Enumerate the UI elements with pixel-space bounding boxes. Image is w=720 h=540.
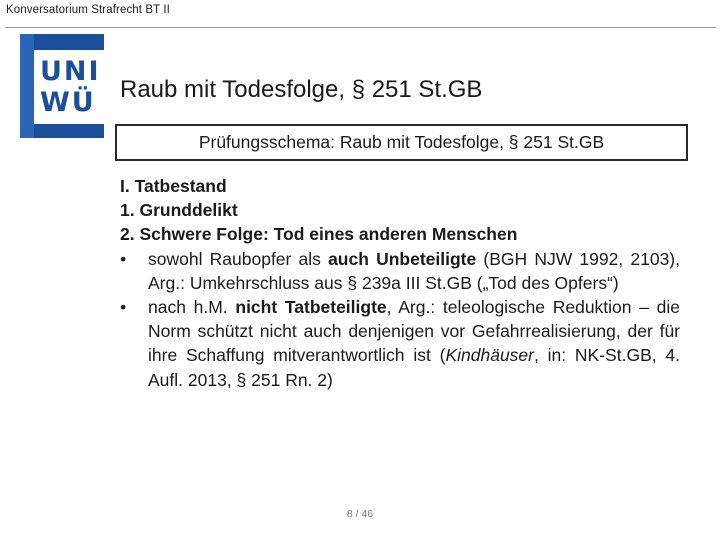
bullet1-emphasis: auch Unbeteiligte (328, 248, 477, 269)
heading-grunddelikt: 1. Grunddelikt (120, 200, 238, 221)
bullet-marker: • (120, 297, 127, 318)
slide-title: Raub mit Todesfolge, § 251 St.GB (120, 76, 483, 103)
logo-text-line2: WÜ (40, 87, 96, 118)
bullet1-text-a: sowohl Raubopfer als (148, 248, 329, 269)
bullet2-author: Kindhäuser (445, 345, 534, 366)
bullet-marker: • (120, 248, 127, 269)
schema-box (115, 124, 688, 161)
bullet2-text-e: , in: NK-St.GB, 4. Aufl. 2013, § 251 Rn. 2) (148, 345, 680, 390)
bullet1-text-c: (BGH NJW 1992, 2103), Arg.: Umkehrschluss aus § 239a III St.GB („Tod des Opfers“) (148, 248, 680, 293)
heading-tatbestand: I. Tatbestand (120, 176, 227, 196)
logo-text-line1: UNI (40, 56, 101, 87)
bullet-item-raubopfer (120, 247, 680, 295)
bullet2-emphasis: nicht Tatbeteiligte (235, 297, 387, 318)
heading-schwere-folge: 2. Schwere Folge: Tod eines anderen Menschen (120, 224, 518, 245)
university-logo (20, 34, 104, 138)
logo-stripe (20, 34, 34, 138)
slide-content (120, 174, 680, 392)
course-title: Konversatorium Strafrecht BT II (6, 4, 170, 16)
header-divider (5, 27, 716, 28)
bullet2-text-c: , Arg.: teleologische Reduktion – die Norm schützt nicht auch denjenigen vor Gefahrrealisierung, der für ihre Schaffung mitverantwortlich ist ( (148, 297, 680, 366)
bullet-list (120, 247, 680, 392)
bullet-item-tatbeteiligte (120, 295, 680, 392)
schema-title: Prüfungsschema: Raub mit Todesfolge, § 251 St.GB (198, 132, 605, 152)
bullet2-text-a: nach h.M. (148, 297, 236, 318)
page-number: 8 / 46 (346, 508, 374, 520)
